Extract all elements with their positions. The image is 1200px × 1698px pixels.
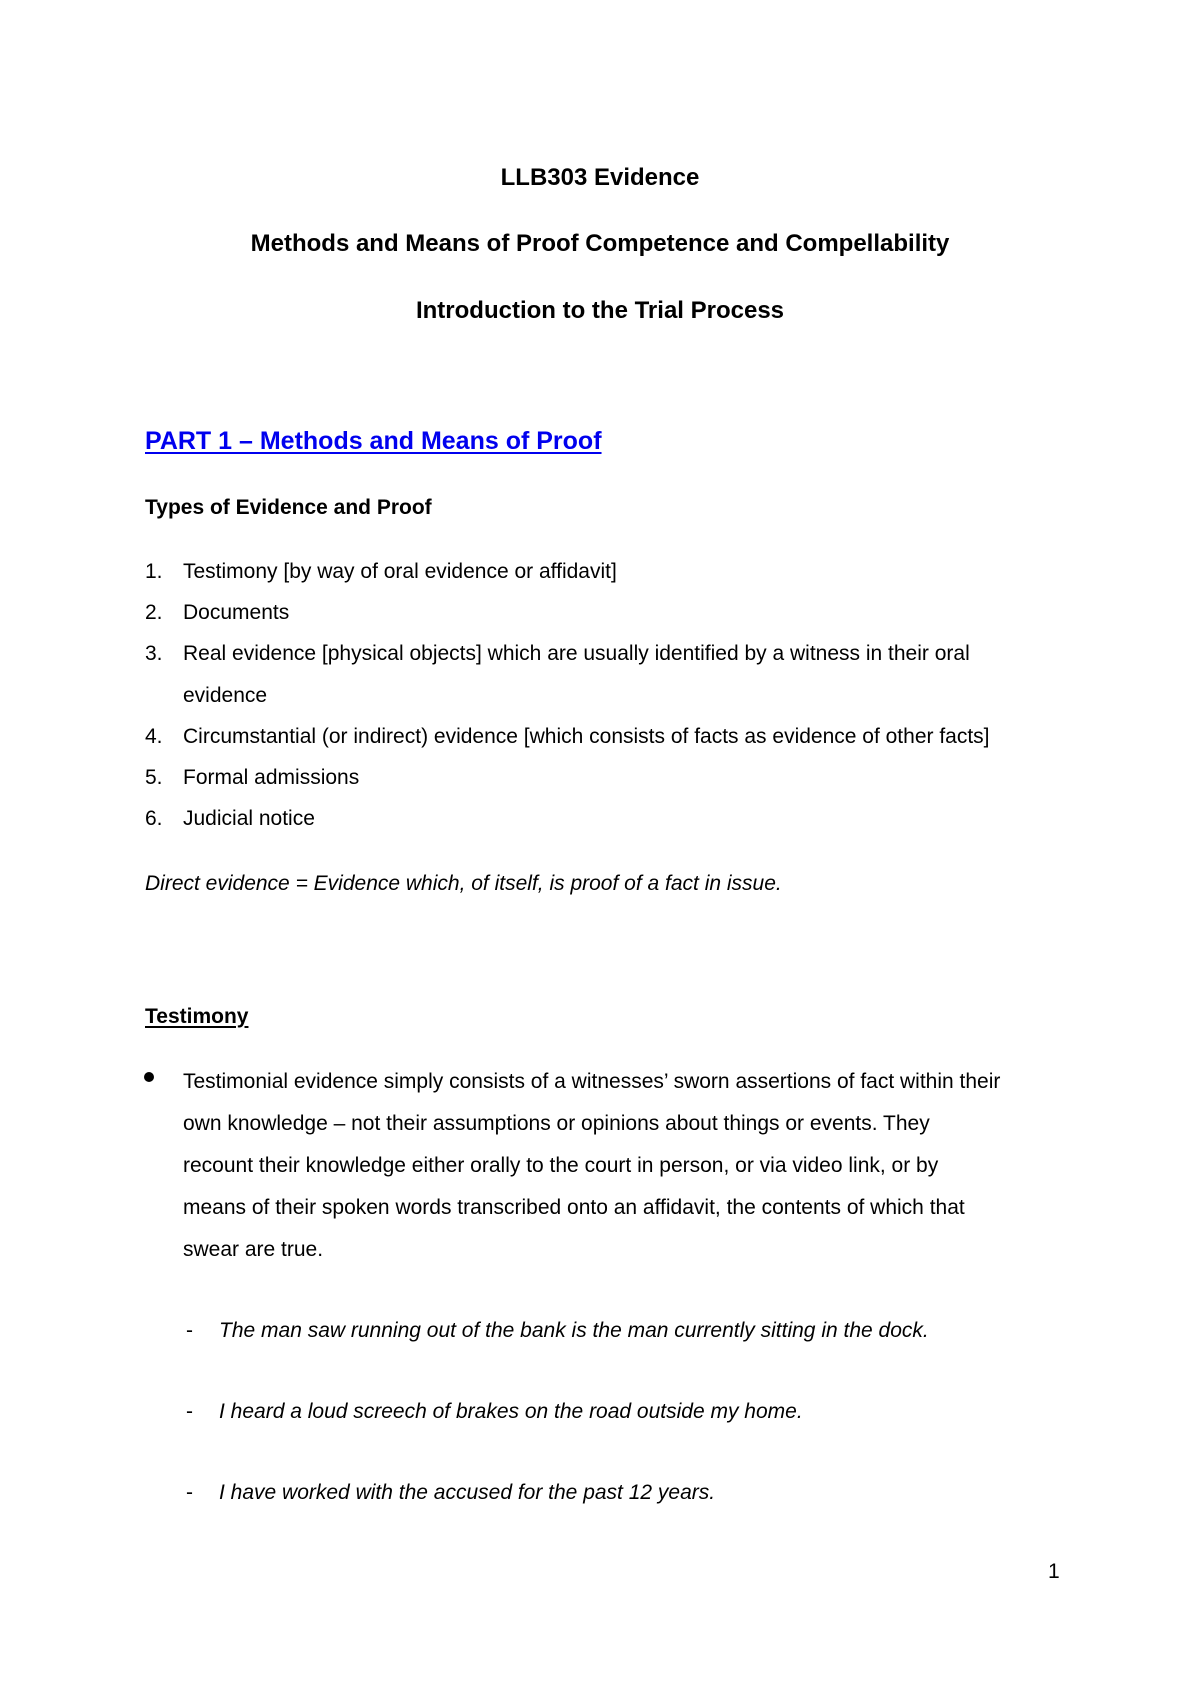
- bullet-icon: [144, 1072, 154, 1082]
- list-item: Documents: [183, 601, 290, 624]
- list-number: 4.: [145, 725, 163, 748]
- types-heading: Types of Evidence and Proof: [145, 496, 432, 519]
- list-number: 1.: [145, 560, 163, 583]
- paragraph-line: swear are true.: [183, 1238, 324, 1261]
- paragraph-line: Testimonial evidence simply consists of a witnesses’ sworn assertions of fact within their: [183, 1070, 1001, 1093]
- course-title: LLB303 Evidence: [500, 164, 700, 191]
- subtopic-title: Introduction to the Trial Process: [415, 297, 785, 324]
- example-item: I have worked with the accused for the past 12 years.: [219, 1481, 716, 1504]
- part1-heading-link[interactable]: PART 1 – Methods and Means of Proof: [145, 427, 602, 455]
- paragraph-line: means of their spoken words transcribed onto an affidavit, the contents of which that: [183, 1196, 965, 1219]
- dash-marker: -: [186, 1319, 193, 1342]
- paragraph-line: recount their knowledge either orally to the court in person, or via video link, or by: [183, 1154, 939, 1177]
- list-item: Judicial notice: [183, 807, 315, 830]
- list-number: 5.: [145, 766, 163, 789]
- list-item-continuation: evidence: [183, 684, 268, 707]
- list-item: Testimony [by way of oral evidence or affidavit]: [183, 560, 617, 583]
- page-number: 1: [1048, 1560, 1060, 1583]
- list-number: 6.: [145, 807, 163, 830]
- list-item: Formal admissions: [183, 766, 360, 789]
- example-item: I heard a loud screech of brakes on the road outside my home.: [219, 1400, 803, 1423]
- direct-evidence-definition: Direct evidence = Evidence which, of itself, is proof of a fact in issue.: [145, 872, 782, 895]
- topic-title: Methods and Means of Proof Competence and Compellability: [250, 230, 950, 257]
- dash-marker: -: [186, 1400, 193, 1423]
- list-item: Circumstantial (or indirect) evidence [which consists of facts as evidence of other facts]: [183, 725, 990, 748]
- dash-marker: -: [186, 1481, 193, 1504]
- testimony-heading: Testimony: [145, 1005, 249, 1028]
- paragraph-line: own knowledge – not their assumptions or opinions about things or events. They: [183, 1112, 930, 1135]
- list-item: Real evidence [physical objects] which are usually identified by a witness in their oral: [183, 642, 970, 665]
- example-item: The man saw running out of the bank is the man currently sitting in the dock.: [219, 1319, 929, 1342]
- list-number: 2.: [145, 601, 163, 624]
- list-number: 3.: [145, 642, 163, 665]
